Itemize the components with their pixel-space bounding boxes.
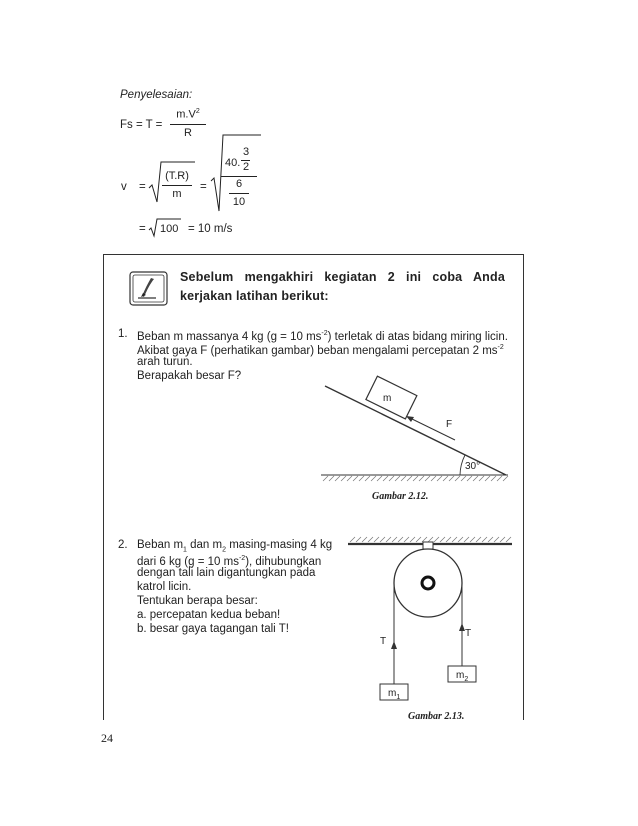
page-number: 24 bbox=[101, 731, 113, 745]
tr-numerator: (T.R) bbox=[165, 170, 189, 182]
q1-line4: Berapakah besar F? bbox=[137, 370, 242, 382]
box-right-border bbox=[523, 254, 524, 720]
tr-denominator: m bbox=[172, 188, 182, 200]
big-main-bar bbox=[221, 176, 257, 177]
tension-label-right: T bbox=[465, 628, 472, 639]
mass-m1-sub: 1 bbox=[396, 694, 401, 701]
exercise-header: Sebelum mengakhiri kegiatan 2 ini coba Anda kerjakan latihan berikut: bbox=[180, 270, 505, 303]
q2-line4: katrol licin. bbox=[137, 581, 192, 593]
fs-numerator bbox=[168, 108, 208, 121]
q1-number: 1. bbox=[118, 328, 128, 340]
figure-2-13-caption: Gambar 2.13. bbox=[408, 711, 465, 722]
fs-numerator-text: m.V bbox=[176, 108, 196, 121]
q2-line3: dengan tali lain digantungkan pada bbox=[137, 567, 316, 579]
box-top-border bbox=[103, 254, 524, 255]
incline-figure bbox=[315, 365, 515, 485]
q1-line1-end: ) terletak di atas bidang miring licin. bbox=[327, 330, 508, 343]
q2-number: 2. bbox=[118, 539, 128, 551]
q2-l1a: Beban m bbox=[137, 539, 184, 551]
big-10: 10 bbox=[232, 196, 246, 208]
big-lower-bar bbox=[229, 193, 249, 194]
v-equals-1: = bbox=[139, 181, 146, 193]
q1-line1-text: Beban m massanya 4 kg (g = 10 ms bbox=[137, 330, 322, 343]
tension-label-left: T bbox=[380, 636, 387, 647]
big-3: 3 bbox=[242, 146, 250, 158]
force-label-f: F bbox=[446, 419, 453, 430]
velocity-result: = 10 m/s bbox=[188, 223, 233, 235]
mass-m1-text: m bbox=[388, 688, 397, 699]
v-label: v bbox=[121, 181, 127, 193]
q2-line5: Tentukan berapa besar: bbox=[137, 595, 258, 607]
q1-line1-exp: -2 bbox=[321, 330, 328, 337]
big-2: 2 bbox=[242, 161, 250, 173]
pulley-figure bbox=[340, 528, 516, 708]
q2-l1-sub2: 2 bbox=[222, 546, 227, 554]
sqrt-tr-radical bbox=[148, 160, 196, 208]
big-40: 40. bbox=[225, 157, 241, 169]
fs-equation-lhs: Fs = T = bbox=[120, 119, 163, 131]
mass-m1-label bbox=[388, 688, 400, 701]
q2-l1c: masing-masing 4 kg bbox=[226, 539, 333, 551]
q2-item-a: a. percepatan kedua beban! bbox=[137, 609, 281, 621]
big-6: 6 bbox=[235, 178, 243, 190]
sqrt100-equals: = bbox=[139, 223, 146, 235]
sqrt-100-value: 100 bbox=[160, 223, 179, 235]
q1-line2-text: Akibat gaya F (perhatikan gambar) beban mengalami percepatan 2 ms bbox=[137, 344, 498, 357]
mass-m2-sub: 2 bbox=[464, 676, 469, 683]
tr-fraction-bar bbox=[162, 185, 192, 186]
q2-l2a: dari 6 kg (g = 10 ms bbox=[137, 555, 239, 568]
fs-fraction-bar bbox=[170, 124, 206, 125]
fs-numerator-exp: 2 bbox=[195, 108, 200, 115]
solution-heading: Penyelesaian: bbox=[120, 89, 193, 101]
box-left-border bbox=[103, 254, 104, 720]
figure-2-12-caption: Gambar 2.12. bbox=[372, 491, 429, 502]
mass-m2-label bbox=[456, 670, 468, 683]
pencil-writing-icon bbox=[129, 271, 169, 307]
incline-label-m: m bbox=[383, 393, 392, 404]
q2-item-b: b. besar gaya tagangan tali T! bbox=[137, 623, 289, 635]
mass-m2-text: m bbox=[456, 670, 465, 681]
q1-line2-exp: -2 bbox=[497, 344, 504, 351]
angle-label: 30° bbox=[465, 461, 481, 472]
q1-line3: arah turun. bbox=[137, 356, 193, 368]
q2-l1-sub1: 1 bbox=[183, 546, 187, 554]
q2-l2-exp: -2 bbox=[238, 555, 246, 562]
fs-denominator: R bbox=[184, 127, 192, 139]
q2-l2b: ), dihubungkan bbox=[245, 555, 322, 568]
q2-l1b: dan m bbox=[186, 539, 223, 551]
incline-block bbox=[366, 376, 417, 419]
v-equals-2: = bbox=[200, 181, 207, 193]
